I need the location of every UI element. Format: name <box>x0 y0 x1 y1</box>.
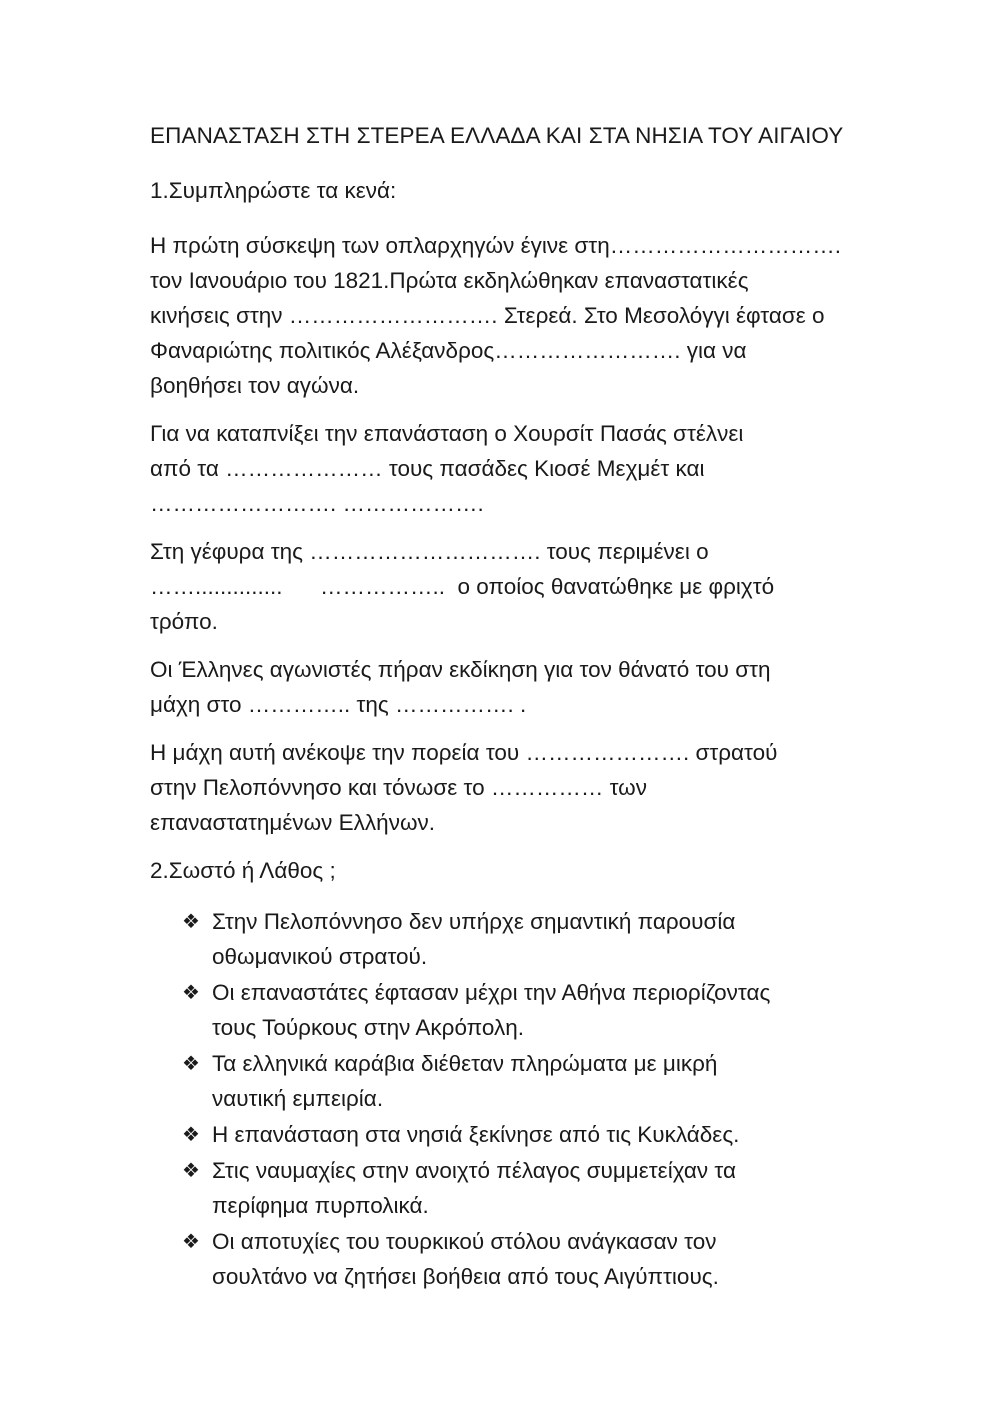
statement-line: Οι επαναστάτες έφτασαν μέχρι την Αθήνα περιορίζοντας <box>212 980 771 1005</box>
fill-blank-paragraph-5 <box>150 735 870 840</box>
worksheet-page <box>150 118 870 1295</box>
diamond-bullet-icon: ❖ <box>182 980 200 1004</box>
diamond-bullet-icon: ❖ <box>182 909 200 933</box>
fill-blank-paragraph-2 <box>150 416 870 521</box>
paragraph-line: μάχη στο ………….. της ……………. . <box>150 692 527 717</box>
true-false-item <box>182 904 870 974</box>
true-false-item <box>182 1046 870 1116</box>
statement-line: Οι αποτυχίες του τουρκικού στόλου ανάγκασαν τον <box>212 1229 717 1254</box>
paragraph-line: από τα ………………… τους πασάδες Κιοσέ Μεχμέτ και <box>150 456 705 481</box>
paragraph-line: επαναστατημένων Ελλήνων. <box>150 810 436 835</box>
diamond-bullet-icon: ❖ <box>182 1122 200 1146</box>
paragraph-line: βοηθήσει τον αγώνα. <box>150 373 360 398</box>
fill-blank-paragraph-4 <box>150 652 870 722</box>
paragraph-line: Για να καταπνίξει την επανάσταση ο Χουρσίτ Πασάς στέλνει <box>150 421 744 446</box>
paragraph-line: Η μάχη αυτή ανέκοψε την πορεία του …………………. στρατού <box>150 740 778 765</box>
true-false-list <box>150 904 870 1294</box>
paragraph-line: Οι Έλληνες αγωνιστές πήραν εκδίκηση για τον θάνατό του στη <box>150 657 771 682</box>
fill-blank-paragraph-1 <box>150 228 870 403</box>
diamond-bullet-icon: ❖ <box>182 1158 200 1182</box>
true-false-item <box>182 975 870 1045</box>
paragraph-line: Η πρώτη σύσκεψη των οπλαρχηγών έγινε στη…………………………. <box>150 233 841 258</box>
diamond-bullet-icon: ❖ <box>182 1051 200 1075</box>
statement-line: Στις ναυμαχίες στην ανοιχτό πέλαγος συμμετείχαν τα <box>212 1158 736 1183</box>
statement-line: περίφημα πυρπολικά. <box>212 1193 429 1218</box>
exercise-1-heading: 1.Συμπληρώστε τα κενά: <box>150 178 397 203</box>
diamond-bullet-icon: ❖ <box>182 1229 200 1253</box>
true-false-item <box>182 1224 870 1294</box>
paragraph-line: Στη γέφυρα της …………………………. τους περιμένει ο <box>150 539 709 564</box>
true-false-item <box>182 1117 870 1152</box>
paragraph-line: τρόπο. <box>150 609 218 634</box>
statement-line: οθωμανικού στρατού. <box>212 944 428 969</box>
worksheet-title: ΕΠΑΝΑΣΤΑΣΗ ΣΤΗ ΣΤΕΡΕΑ ΕΛΛΑΔΑ ΚΑΙ ΣΤΑ ΝΗΣΙΑ ΤΟΥ ΑΙΓΑΙΟΥ <box>150 123 844 148</box>
paragraph-line: Φαναριώτης πολιτικός Αλέξανδρος……………………. για να <box>150 338 747 363</box>
statement-line: σουλτάνο να ζητήσει βοήθεια από τους Αιγύπτιους. <box>212 1264 719 1289</box>
statement-line: Τα ελληνικά καράβια διέθεταν πληρώματα με μικρή <box>212 1051 718 1076</box>
paragraph-line: ……………………. ………………. <box>150 491 484 516</box>
paragraph-line: στην Πελοπόννησο και τόνωσε το …………… των <box>150 775 647 800</box>
true-false-item <box>182 1153 870 1223</box>
statement-line: Στην Πελοπόννησο δεν υπήρχε σημαντική παρουσία <box>212 909 736 934</box>
paragraph-line: κινήσεις στην ………………………. Στερεά. Στο Μεσολόγγι έφτασε ο <box>150 303 825 328</box>
paragraph-line: τον Ιανουάριο του 1821.Πρώτα εκδηλώθηκαν επαναστατικές <box>150 268 749 293</box>
statement-line: Η επανάσταση στα νησιά ξεκίνησε από τις Κυκλάδες. <box>212 1122 740 1147</box>
statement-line: τους Τούρκους στην Ακρόπολη. <box>212 1015 524 1040</box>
fill-blank-paragraph-3 <box>150 534 870 639</box>
exercise-2-heading: 2.Σωστό ή Λάθος ; <box>150 858 336 883</box>
statement-line: ναυτική εμπειρία. <box>212 1086 384 1111</box>
paragraph-line: …….............. …………….. ο οποίος θανατώθηκε με φριχτό <box>150 574 775 599</box>
